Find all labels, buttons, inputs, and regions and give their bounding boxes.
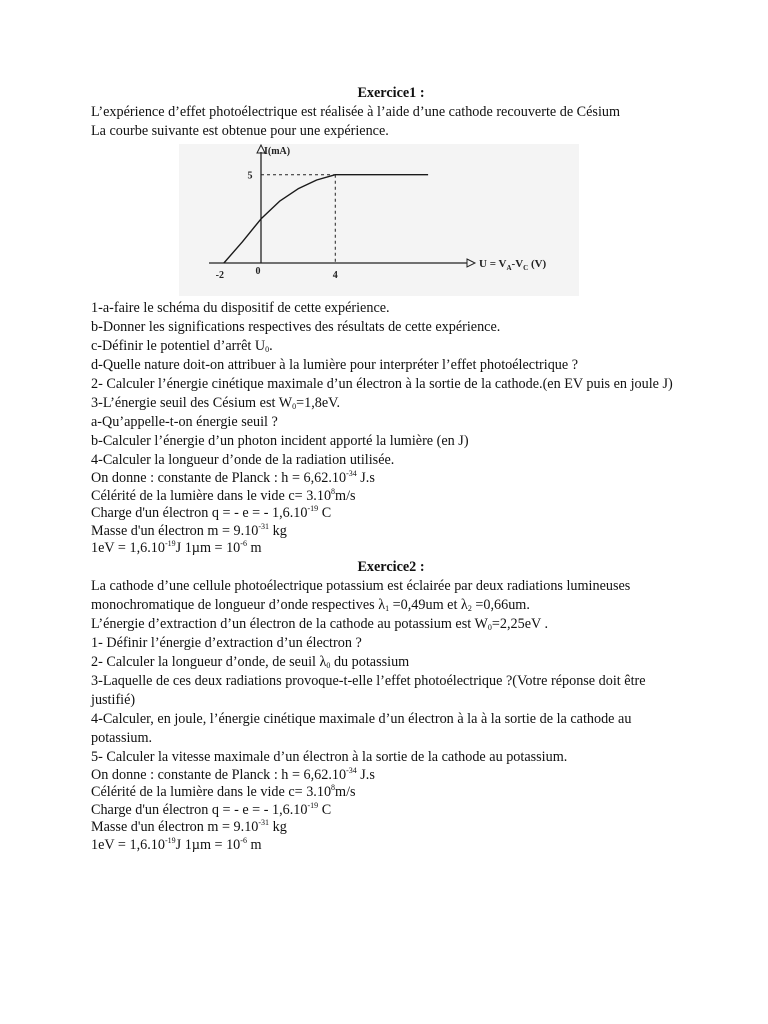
ex1-q1c-text: c-Définir le potentiel d’arrêt U <box>91 338 266 354</box>
ex1-question-3a: a-Qu’appelle-t-on énergie seuil ? <box>91 414 278 430</box>
ex1-planck-exp: -34 <box>346 469 357 478</box>
ex1-ev-text: 1eV = 1,6.10 <box>91 540 165 556</box>
ex1-question-4: 4-Calculer la longueur d’onde de la radiation utilisée. <box>91 452 395 468</box>
ex1-light-text: Célérité de la lumière dans le vide c= 3.10 <box>91 487 332 504</box>
ex2-charge-exp: -19 <box>307 800 319 810</box>
ex2-ev-exp: -19 <box>164 835 176 845</box>
ex1-um-unit: m <box>246 540 262 556</box>
ex2-question-5: 5- Calculer la vitesse maximale d’un électron à la sortie de la cathode au potassium. <box>91 748 568 765</box>
ex2-constant-mass <box>91 819 691 837</box>
ex2-intro-text: La cathode d’une cellule photoélectrique potassium est éclairée par deux radiations lumineuses monochromatique de longueur d’onde respectives λ <box>91 577 631 613</box>
ex2-mass-text: Masse d'un électron m = 9.10 <box>91 819 259 835</box>
ex2-planck-unit: J.s <box>356 766 375 783</box>
ex1-light-exp: 8 <box>331 486 336 496</box>
exercise2-title: Exercice2 : <box>357 558 425 575</box>
ex2-um-text: J 1µm = 10 <box>175 836 241 853</box>
current-voltage-figure <box>91 144 691 298</box>
y-axis-label: I(mA) <box>264 146 291 157</box>
ex2-question-3: 3-Laquelle de ces deux radiations provoque-t-elle l’effet photoélectrique ?(Votre réponse doit être justifié) <box>91 672 646 708</box>
ex1-question-1b: b-Donner les significations respectives des résultats de cette expérience. <box>91 319 501 335</box>
ex1-q3-text: 3-L’énergie seuil des Césium est W <box>91 395 293 411</box>
ex2-constant-charge <box>91 802 691 820</box>
ex1-charge-unit: C <box>318 505 332 521</box>
exercise1-title: Exercice1 : <box>357 85 425 101</box>
ex1-light-unit: m/s <box>335 487 356 504</box>
x-tick-label-0: 0 <box>255 266 261 277</box>
ex2-constant-light <box>91 784 691 802</box>
ex1-question-3 <box>91 394 691 413</box>
ex1-question-1a: 1-a-faire le schéma du dispositif de cette expérience. <box>91 300 390 316</box>
x-axis-label: $U = V_A-V_C$ (V) <box>479 258 547 272</box>
ex2-lambda2-sub: 2 <box>467 603 472 613</box>
ex2-w0-sub: 0 <box>487 622 492 632</box>
ex2-constant-planck <box>91 767 691 785</box>
ex2-um-unit: m <box>246 836 262 853</box>
ex2-w0-value: =2,25eV . <box>491 615 549 632</box>
ex1-um-exp: -6 <box>240 539 247 548</box>
ex2-ev-text: 1eV = 1,6.10 <box>91 836 165 853</box>
ex2-planck-text: On donne : constante de Planck : h = 6,62.10 <box>91 766 347 783</box>
ex2-charge-text: Charge d'un électron q = - e = - 1,6.10 <box>91 801 308 818</box>
ex1-q1c-post: . <box>269 338 273 354</box>
ex1-constant-mass <box>91 523 691 541</box>
ex1-question-3b: b-Calculer l’énergie d’un photon incident apporté la lumière (en J) <box>91 433 469 449</box>
ex2-light-text: Célérité de la lumière dans le vide c= 3.10 <box>91 784 332 800</box>
ex2-mass-exp: -31 <box>258 818 270 827</box>
ex2-light-exp: 8 <box>331 783 336 792</box>
ex2-question-2 <box>91 653 691 672</box>
ex1-constant-ev <box>91 540 691 558</box>
ex2-q2-post: du potassium <box>330 653 410 670</box>
ex2-planck-exp: -34 <box>346 765 357 775</box>
ex2-intro-lambda2-value: =0,66um. <box>471 596 530 613</box>
ex2-w0-text: L’énergie d’extraction d’un électron de la cathode au potassium est W <box>91 615 488 632</box>
ex1-ev-exp: -19 <box>164 539 176 548</box>
x-tick-label-4: 4 <box>332 270 338 281</box>
ex2-extraction-energy <box>91 615 691 634</box>
x-tick-label-neg2: -2 <box>215 270 225 281</box>
exercise1-intro-line1: L’expérience d’effet photoélectrique est réalisée à l’aide d’une cathode recouverte de Césium <box>91 104 621 120</box>
ex1-planck-unit: J.s <box>356 470 375 486</box>
ex1-question-2: 2- Calculer l’énergie cinétique maximale d’un électron à la sortie de la cathode.(en EV puis en joule J) <box>91 376 673 392</box>
ex2-mass-unit: kg <box>269 819 287 835</box>
ex1-mass-exp: -31 <box>258 521 270 531</box>
figure-background <box>179 144 579 296</box>
document-content <box>91 84 691 854</box>
exercise1-intro-line2: La courbe suivante est obtenue pour une expérience. <box>91 123 389 139</box>
ex1-mass-text: Masse d'un électron m = 9.10 <box>91 522 259 539</box>
current-voltage-chart <box>179 144 579 296</box>
ex2-lambda1-sub: 1 <box>385 603 390 613</box>
ex1-constant-charge <box>91 505 691 523</box>
ex1-q3-post: =1,8eV. <box>296 395 341 411</box>
ex1-question-1c <box>91 337 691 356</box>
ex1-constant-planck <box>91 470 691 488</box>
ex1-q3-sub: 0 <box>292 402 297 411</box>
ex1-question-1d: d-Quelle nature doit-on attribuer à la lumière pour interpréter l’effet photoélectrique ? <box>91 357 579 373</box>
ex2-question-4: 4-Calculer, en joule, l’énergie cinétique maximale d’un électron à la à la sortie de la cathode au potassium. <box>91 710 632 746</box>
ex2-charge-unit: C <box>318 801 332 818</box>
ex1-charge-exp: -19 <box>307 504 319 513</box>
ex2-q2-sub: 0 <box>326 660 331 670</box>
ex1-um-text: J 1µm = 10 <box>175 540 241 556</box>
ex2-q2-text: 2- Calculer la longueur d’onde, de seuil λ <box>91 653 327 670</box>
ex2-constant-ev <box>91 837 691 855</box>
ex2-question-1: 1- Définir l’énergie d’extraction d’un électron ? <box>91 634 362 651</box>
y-tick-label-5: 5 <box>247 170 253 182</box>
ex2-intro <box>91 577 691 615</box>
ex2-light-unit: m/s <box>335 784 356 800</box>
ex2-intro-lambda1-value: =0,49um et λ <box>389 596 468 613</box>
ex1-charge-text: Charge d'un électron q = - e = - 1,6.10 <box>91 505 308 521</box>
ex1-q1c-sub: 0 <box>265 345 270 354</box>
ex1-constant-light <box>91 488 691 506</box>
ex2-um-exp: -6 <box>240 835 247 845</box>
ex1-planck-text: On donne : constante de Planck : h = 6,62.10 <box>91 470 347 486</box>
ex1-mass-unit: kg <box>269 522 287 539</box>
